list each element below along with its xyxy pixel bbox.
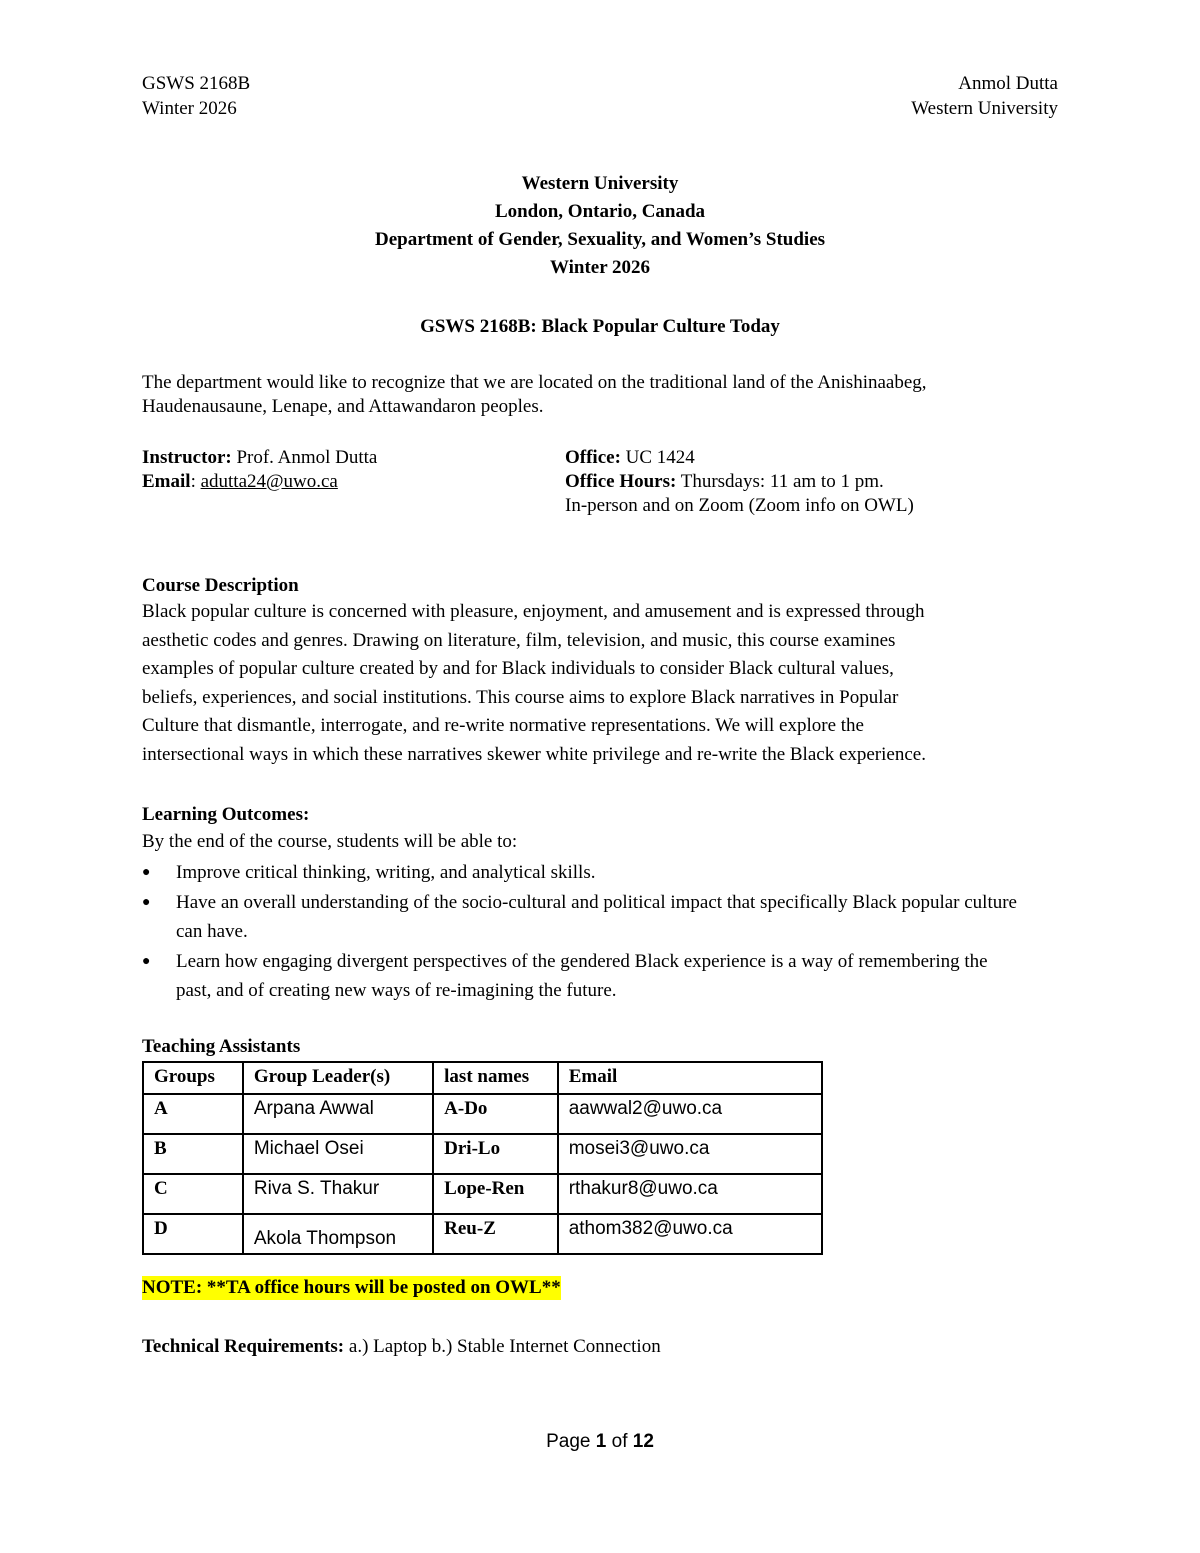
group-cell: D <box>143 1214 243 1254</box>
email-cell: mosei3@uwo.ca <box>558 1134 822 1174</box>
university-location: London, Ontario, Canada <box>494 201 706 222</box>
bullet-icon: ● <box>142 954 151 969</box>
office-hours-label: Office Hours: <box>565 470 677 492</box>
instructor-label: Instructor: <box>142 447 232 468</box>
range-cell: A-Do <box>433 1094 558 1134</box>
teaching-assistants-table <box>142 1061 823 1255</box>
outcome-text: Have an overall understanding of the socio-cultural and political impact that specifically Black popular culture can have. <box>176 892 1017 942</box>
description-line: beliefs, experiences, and social institutions. This course aims to explore Black narratives in Popular <box>142 686 899 708</box>
course-description-heading: Course Description <box>142 575 299 596</box>
description-line: intersectional ways in which these narratives skewer white privilege and re-write the Black experience. <box>142 743 926 765</box>
course-description <box>142 574 1062 771</box>
of-word: of <box>606 1431 633 1452</box>
page-number: 1 <box>595 1431 607 1452</box>
office-hours-line <box>565 470 914 494</box>
description-line: aesthetic codes and genres. Drawing on literature, film, television, and music, this course examines <box>142 629 896 651</box>
table-row <box>143 1094 822 1134</box>
university-name: Western University <box>521 173 679 194</box>
term-label: Winter 2026 <box>549 257 651 278</box>
learning-outcomes-list <box>142 858 1022 1005</box>
email-cell: athom382@uwo.ca <box>558 1214 822 1254</box>
header-left <box>142 72 250 122</box>
teaching-assistants-heading: Teaching Assistants <box>142 1036 301 1057</box>
office-hours-value: Thursdays: 11 am to 1 pm. <box>676 470 884 492</box>
table-header-row <box>143 1062 822 1094</box>
list-item <box>142 858 1022 887</box>
land-ack-line-1: The department would like to recognize that we are located on the traditional land of the Anishinaabeg, <box>142 372 927 393</box>
column-header: Groups <box>143 1062 243 1094</box>
description-line: Culture that dismantle, interrogate, and re-write normative representations. We will explore the <box>142 715 864 736</box>
instructor-email-link[interactable]: adutta24@uwo.ca <box>200 470 338 492</box>
column-header: Email <box>558 1062 822 1094</box>
list-item <box>142 947 1022 1005</box>
instructor-line <box>142 446 377 470</box>
technical-requirements-label: Technical Requirements: <box>142 1336 345 1357</box>
land-ack-line-2: Haudenausaune, Lenape, and Attawandaron peoples. <box>142 395 544 417</box>
header-term: Winter 2026 <box>142 98 237 119</box>
column-header: Group Leader(s) <box>243 1062 433 1094</box>
email-line <box>142 470 377 494</box>
outcome-text: Learn how engaging divergent perspectives of the gendered Black experience is a way of remembering the past, and of creating new ways of re-imagining the future. <box>176 951 988 1001</box>
range-cell: Lope-Ren <box>433 1174 558 1214</box>
technical-requirements-value: a.) Laptop b.) Stable Internet Connection <box>344 1336 661 1357</box>
email-cell: aawwal2@uwo.ca <box>558 1094 822 1134</box>
table-row <box>143 1214 822 1254</box>
department-name: Department of Gender, Sexuality, and Women’s Studies <box>374 229 826 250</box>
office-info <box>565 446 914 517</box>
learning-outcomes-heading: Learning Outcomes: <box>142 804 310 825</box>
instructor-value: Prof. Anmol Dutta <box>231 447 378 468</box>
office-value: UC 1424 <box>620 447 695 468</box>
header-university: Western University <box>911 98 1058 119</box>
group-cell: C <box>143 1174 243 1214</box>
description-line: examples of popular culture created by and for Black individuals to consider Black cultural values, <box>142 658 894 679</box>
office-label: Office: <box>565 447 621 468</box>
instructor-info <box>142 446 377 494</box>
leader-cell: Riva S. Thakur <box>243 1174 433 1214</box>
bullet-icon: ● <box>142 865 151 880</box>
bullet-icon: ● <box>142 895 151 910</box>
header-instructor: Anmol Dutta <box>958 73 1058 94</box>
leader-cell: Michael Osei <box>243 1134 433 1174</box>
group-cell: B <box>143 1134 243 1174</box>
leader-cell: Akola Thompson <box>243 1214 433 1254</box>
page-total: 12 <box>632 1431 654 1452</box>
table-row <box>143 1174 822 1214</box>
office-line <box>565 446 914 470</box>
learning-outcomes <box>142 803 1022 1005</box>
course-title: GSWS 2168B: Black Popular Culture Today <box>420 316 780 337</box>
email-separator: : <box>190 470 201 492</box>
group-cell: A <box>143 1094 243 1134</box>
email-cell: rthakur8@uwo.ca <box>558 1174 822 1214</box>
header-right <box>911 72 1058 122</box>
leader-cell: Arpana Awwal <box>243 1094 433 1134</box>
land-acknowledgement <box>142 371 1062 419</box>
column-header: last names <box>433 1062 558 1094</box>
range-cell: Dri-Lo <box>433 1134 558 1174</box>
page-word: Page <box>546 1431 596 1452</box>
office-hours-note: In-person and on Zoom (Zoom info on OWL) <box>565 494 914 516</box>
list-item <box>142 888 1022 946</box>
email-label: Email <box>142 470 191 492</box>
page-footer <box>0 1430 1200 1454</box>
outcome-text: Improve critical thinking, writing, and analytical skills. <box>176 862 596 883</box>
header-course-code: GSWS 2168B <box>142 73 251 94</box>
description-line: Black popular culture is concerned with pleasure, enjoyment, and amusement and is expressed through <box>142 601 925 622</box>
title-block <box>0 172 1200 284</box>
table-row <box>143 1134 822 1174</box>
ta-office-hours-note: NOTE: **TA office hours will be posted on OWL** <box>142 1277 561 1298</box>
technical-requirements <box>142 1335 661 1359</box>
learning-outcomes-intro: By the end of the course, students will be able to: <box>142 831 518 852</box>
range-cell: Reu-Z <box>433 1214 558 1254</box>
